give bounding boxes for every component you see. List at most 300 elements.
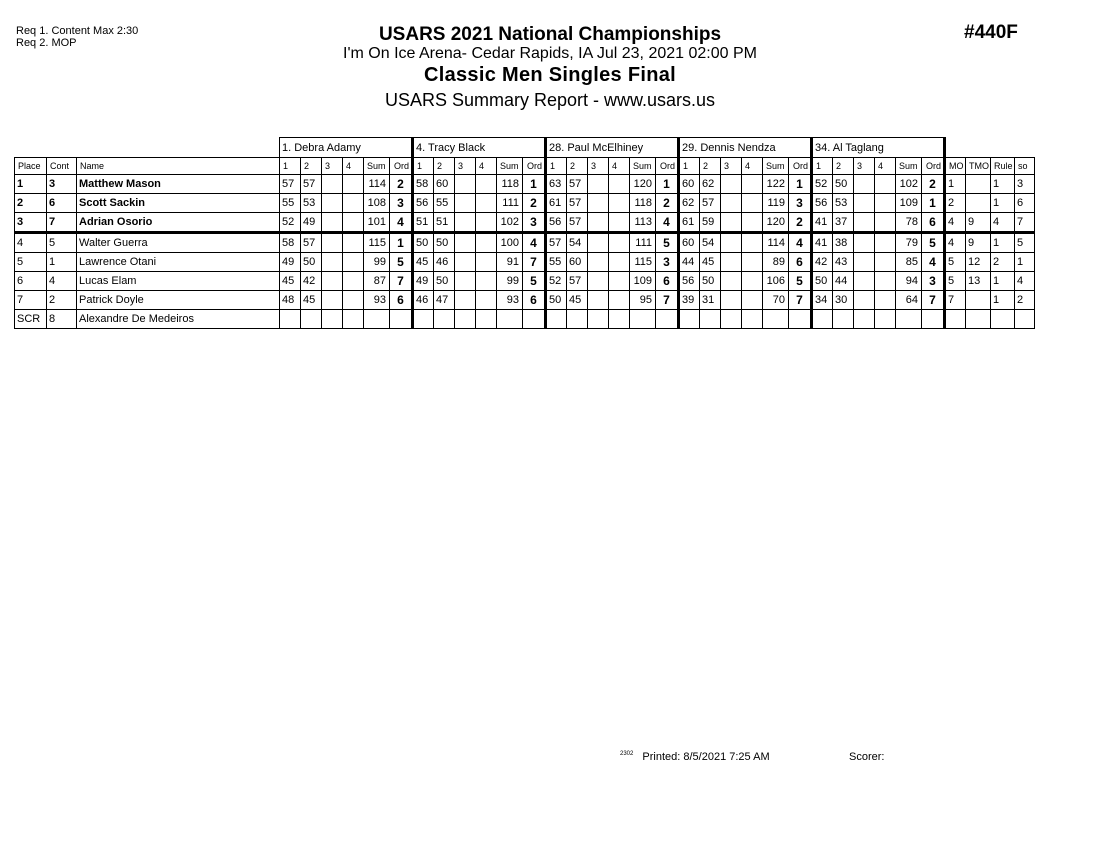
judge-score-sum: 91 (497, 253, 523, 272)
skater-name: Matthew Mason (77, 175, 280, 194)
judge-score-4 (742, 272, 763, 291)
contestant-number: 2 (47, 291, 77, 310)
judge-ordinal: 5 (656, 233, 679, 253)
col-header-judge-sum: Sum (497, 158, 523, 175)
judge-score-1: 49 (280, 253, 301, 272)
col-header-judge-3: 3 (854, 158, 875, 175)
col-header-judge-1: 1 (413, 158, 434, 175)
judge-score-2: 46 (434, 253, 455, 272)
page-title: USARS 2021 National Championships (378, 24, 722, 45)
judge-ordinal: 2 (922, 175, 945, 194)
tmo-cell: 9 (966, 233, 991, 253)
judge-score-3 (455, 213, 476, 233)
judge-ordinal: 5 (390, 253, 413, 272)
judge-name: 4. Tracy Black (413, 138, 546, 158)
judge-score-sum (896, 310, 922, 329)
col-header-judge-3: 3 (721, 158, 742, 175)
table-row (15, 253, 1035, 272)
judge-score-2: 31 (700, 291, 721, 310)
judge-score-4 (476, 233, 497, 253)
judge-score-4 (609, 253, 630, 272)
col-header-judge-sum: Sum (763, 158, 789, 175)
judge-score-sum: 102 (896, 175, 922, 194)
judge-score-3 (322, 253, 343, 272)
judge-score-1: 45 (280, 272, 301, 291)
judge-score-sum: 93 (497, 291, 523, 310)
judge-score-4 (343, 310, 364, 329)
judge-score-sum: 99 (497, 272, 523, 291)
judge-score-4 (476, 253, 497, 272)
skater-name: Lawrence Otani (77, 253, 280, 272)
judge-ordinal: 4 (523, 233, 546, 253)
judge-score-4 (875, 272, 896, 291)
judge-score-4 (742, 291, 763, 310)
judge-ordinal (922, 310, 945, 329)
judge-score-2: 57 (567, 194, 588, 213)
judge-score-sum: 122 (763, 175, 789, 194)
judge-score-4 (742, 194, 763, 213)
judge-ordinal (523, 310, 546, 329)
judge-ordinal: 2 (656, 194, 679, 213)
rule-cell: 1 (991, 291, 1015, 310)
col-header-judge-3: 3 (455, 158, 476, 175)
judge-score-2: 30 (833, 291, 854, 310)
judge-score-sum: 118 (497, 175, 523, 194)
judge-score-sum: 94 (896, 272, 922, 291)
judge-score-sum (630, 310, 656, 329)
judge-ordinal: 3 (390, 194, 413, 213)
judge-score-2: 50 (833, 175, 854, 194)
judge-score-4 (875, 194, 896, 213)
place-cell: SCR (15, 310, 47, 329)
judge-score-2: 37 (833, 213, 854, 233)
tmo-cell (966, 194, 991, 213)
col-header-rule: Rule (991, 158, 1015, 175)
judge-score-1 (413, 310, 434, 329)
judge-score-1: 61 (546, 194, 567, 213)
judge-score-3 (854, 213, 875, 233)
judge-score-4 (343, 175, 364, 194)
judge-score-4 (609, 291, 630, 310)
judge-score-3 (854, 272, 875, 291)
so-cell: 7 (1015, 213, 1035, 233)
so-cell: 4 (1015, 272, 1035, 291)
mo-cell: 7 (945, 291, 966, 310)
judge-score-2: 50 (700, 272, 721, 291)
judge-score-1: 46 (413, 291, 434, 310)
judge-score-1: 49 (413, 272, 434, 291)
so-cell: 6 (1015, 194, 1035, 213)
judge-score-sum: 101 (364, 213, 390, 233)
tmo-cell (966, 175, 991, 194)
col-header-judge-1: 1 (679, 158, 700, 175)
judge-score-2: 44 (833, 272, 854, 291)
judge-score-sum (364, 310, 390, 329)
judge-score-2: 57 (301, 175, 322, 194)
judge-score-3 (322, 175, 343, 194)
judge-ordinal: 3 (922, 272, 945, 291)
judge-score-1: 44 (679, 253, 700, 272)
judge-score-3 (322, 233, 343, 253)
judge-score-3 (721, 233, 742, 253)
judge-score-1: 55 (280, 194, 301, 213)
col-header-judge-4: 4 (742, 158, 763, 175)
judge-score-1 (546, 310, 567, 329)
judge-ordinal: 7 (922, 291, 945, 310)
judge-ordinal: 5 (789, 272, 812, 291)
table-row (15, 291, 1035, 310)
judge-score-3 (588, 253, 609, 272)
requirement-1: Req 1. Content Max 2:30 (16, 25, 139, 37)
judge-ordinal: 2 (789, 213, 812, 233)
tmo-cell (966, 310, 991, 329)
col-header-judge-4: 4 (875, 158, 896, 175)
judge-ordinal: 5 (523, 272, 546, 291)
judge-score-1 (812, 310, 833, 329)
judge-score-1: 42 (812, 253, 833, 272)
tmo-cell (966, 291, 991, 310)
judge-score-3 (854, 291, 875, 310)
judge-score-4 (476, 175, 497, 194)
judge-score-1: 34 (812, 291, 833, 310)
judge-ordinal (390, 310, 413, 329)
judge-score-sum: 79 (896, 233, 922, 253)
contestant-number: 3 (47, 175, 77, 194)
contestant-number: 5 (47, 233, 77, 253)
judge-ordinal: 6 (523, 291, 546, 310)
judge-ordinal: 7 (789, 291, 812, 310)
col-header-cont: Cont (47, 158, 77, 175)
judge-score-3 (721, 253, 742, 272)
judge-score-2: 54 (567, 233, 588, 253)
judge-ordinal: 3 (789, 194, 812, 213)
judge-ordinal: 4 (390, 213, 413, 233)
judge-score-2: 59 (700, 213, 721, 233)
judge-score-2: 57 (567, 272, 588, 291)
judge-ordinal: 6 (656, 272, 679, 291)
judge-score-3 (455, 291, 476, 310)
judge-score-1: 57 (546, 233, 567, 253)
footer-code: 2302 (620, 751, 634, 757)
judge-score-1: 41 (812, 213, 833, 233)
judge-score-3 (721, 272, 742, 291)
judge-score-sum: 85 (896, 253, 922, 272)
rule-cell: 4 (991, 213, 1015, 233)
judge-score-4 (343, 291, 364, 310)
judge-score-1: 50 (812, 272, 833, 291)
judge-score-1: 57 (280, 175, 301, 194)
results-table (14, 137, 1035, 329)
col-header-judge-1: 1 (546, 158, 567, 175)
place-cell: 3 (15, 213, 47, 233)
judge-score-3 (721, 291, 742, 310)
rule-cell: 2 (991, 253, 1015, 272)
judge-score-sum: 111 (630, 233, 656, 253)
contestant-number: 7 (47, 213, 77, 233)
judge-name: 29. Dennis Nendza (679, 138, 812, 158)
judge-score-1: 52 (812, 175, 833, 194)
col-header-place: Place (15, 158, 47, 175)
judges-spacer (15, 138, 280, 158)
col-header-judge-2: 2 (567, 158, 588, 175)
judge-score-1: 55 (546, 253, 567, 272)
judge-score-4 (476, 213, 497, 233)
mo-cell: 5 (945, 272, 966, 291)
judge-score-3 (588, 233, 609, 253)
judge-score-1: 56 (679, 272, 700, 291)
judge-score-sum: 89 (763, 253, 789, 272)
judge-score-3 (588, 175, 609, 194)
printed-timestamp: Printed: 8/5/2021 7:25 AM (642, 751, 770, 763)
col-header-judge-2: 2 (434, 158, 455, 175)
judge-score-2: 45 (567, 291, 588, 310)
judge-score-1: 58 (413, 175, 434, 194)
judge-score-sum: 115 (364, 233, 390, 253)
judge-score-3 (588, 291, 609, 310)
col-header-tmo: TMO (966, 158, 991, 175)
place-cell: 4 (15, 233, 47, 253)
judge-score-sum: 100 (497, 233, 523, 253)
judge-score-2: 62 (700, 175, 721, 194)
judge-score-2: 45 (700, 253, 721, 272)
judge-name: 34. Al Taglang (812, 138, 945, 158)
judge-ordinal: 1 (523, 175, 546, 194)
judge-score-2: 54 (700, 233, 721, 253)
judge-score-sum (763, 310, 789, 329)
judge-score-2: 45 (301, 291, 322, 310)
judge-score-3 (322, 272, 343, 291)
mo-cell (945, 310, 966, 329)
tmo-cell: 9 (966, 213, 991, 233)
place-cell: 1 (15, 175, 47, 194)
judge-score-sum: 109 (630, 272, 656, 291)
judge-score-sum: 115 (630, 253, 656, 272)
mo-cell: 4 (945, 213, 966, 233)
judge-score-3 (322, 310, 343, 329)
judge-score-4 (476, 272, 497, 291)
rule-cell: 1 (991, 233, 1015, 253)
judge-score-4 (609, 233, 630, 253)
judge-score-3 (588, 213, 609, 233)
judge-score-4 (476, 194, 497, 213)
col-header-mo: MO (945, 158, 966, 175)
judge-ordinal: 5 (922, 233, 945, 253)
col-header-name: Name (77, 158, 280, 175)
skater-name: Alexandre De Medeiros (77, 310, 280, 329)
judge-score-1: 60 (679, 175, 700, 194)
col-header-judge-3: 3 (322, 158, 343, 175)
judge-ordinal (789, 310, 812, 329)
judge-score-1: 52 (546, 272, 567, 291)
place-cell: 2 (15, 194, 47, 213)
judge-score-1 (679, 310, 700, 329)
judge-ordinal: 2 (523, 194, 546, 213)
judge-score-sum: 114 (763, 233, 789, 253)
judge-ordinal: 3 (656, 253, 679, 272)
judge-ordinal: 7 (656, 291, 679, 310)
judge-score-1: 50 (546, 291, 567, 310)
judge-ordinal: 7 (390, 272, 413, 291)
judge-score-2: 57 (301, 233, 322, 253)
judge-score-4 (343, 194, 364, 213)
judge-score-sum: 102 (497, 213, 523, 233)
judge-name: 28. Paul McElhiney (546, 138, 679, 158)
judge-score-3 (455, 272, 476, 291)
judge-score-2: 42 (301, 272, 322, 291)
judge-ordinal: 7 (523, 253, 546, 272)
judges-spacer-end (945, 138, 1035, 158)
judge-score-4 (742, 213, 763, 233)
requirement-2: Req 2. MOP (16, 37, 77, 49)
judge-score-3 (455, 253, 476, 272)
judge-score-4 (609, 272, 630, 291)
judge-score-2: 57 (567, 213, 588, 233)
judge-score-1: 41 (812, 233, 833, 253)
col-header-judge-ord: Ord (789, 158, 812, 175)
judge-score-1: 39 (679, 291, 700, 310)
rule-cell: 1 (991, 194, 1015, 213)
place-cell: 6 (15, 272, 47, 291)
so-cell: 2 (1015, 291, 1035, 310)
judge-score-2: 38 (833, 233, 854, 253)
judge-score-2: 57 (700, 194, 721, 213)
judge-score-2: 60 (434, 175, 455, 194)
judge-score-sum: 70 (763, 291, 789, 310)
judge-score-2 (301, 310, 322, 329)
judge-score-4 (875, 291, 896, 310)
judge-score-2: 43 (833, 253, 854, 272)
judge-score-3 (322, 291, 343, 310)
judge-score-3 (854, 310, 875, 329)
judge-score-3 (588, 310, 609, 329)
judge-score-3 (721, 310, 742, 329)
judge-ordinal: 4 (656, 213, 679, 233)
judge-score-3 (588, 194, 609, 213)
table-row (15, 310, 1035, 329)
venue-line: I'm On Ice Arena- Cedar Rapids, IA Jul 23, 2021 02:00 PM (343, 45, 757, 62)
judge-score-1: 60 (679, 233, 700, 253)
contestant-number: 4 (47, 272, 77, 291)
judge-score-4 (609, 213, 630, 233)
col-header-judge-ord: Ord (922, 158, 945, 175)
so-cell: 1 (1015, 253, 1035, 272)
col-header-judge-ord: Ord (390, 158, 413, 175)
judge-score-4 (343, 272, 364, 291)
judge-score-2: 50 (301, 253, 322, 272)
judge-ordinal: 2 (390, 175, 413, 194)
printed-info (620, 751, 770, 763)
judge-score-1: 63 (546, 175, 567, 194)
judge-ordinal: 1 (390, 233, 413, 253)
contestant-number: 1 (47, 253, 77, 272)
mo-cell: 5 (945, 253, 966, 272)
rule-cell: 1 (991, 272, 1015, 291)
judge-score-2 (833, 310, 854, 329)
judge-score-sum: 64 (896, 291, 922, 310)
judge-score-3 (322, 194, 343, 213)
judge-score-3 (455, 310, 476, 329)
judge-score-2: 53 (301, 194, 322, 213)
judge-score-1: 61 (679, 213, 700, 233)
place-cell: 7 (15, 291, 47, 310)
contestant-number: 6 (47, 194, 77, 213)
judge-score-2: 57 (567, 175, 588, 194)
table-row (15, 194, 1035, 213)
judge-score-4 (609, 310, 630, 329)
judge-score-4 (875, 253, 896, 272)
judge-ordinal: 1 (789, 175, 812, 194)
judge-score-3 (455, 233, 476, 253)
judge-score-sum: 108 (364, 194, 390, 213)
col-header-judge-1: 1 (280, 158, 301, 175)
table-row (15, 213, 1035, 233)
judge-score-2: 47 (434, 291, 455, 310)
judge-score-1: 52 (280, 213, 301, 233)
judge-score-4 (609, 175, 630, 194)
judge-ordinal (656, 310, 679, 329)
col-header-so: so (1015, 158, 1035, 175)
col-header-judge-sum: Sum (364, 158, 390, 175)
judge-score-3 (854, 233, 875, 253)
judge-score-4 (343, 213, 364, 233)
judge-score-2 (567, 310, 588, 329)
judge-score-2: 49 (301, 213, 322, 233)
judge-score-sum: 99 (364, 253, 390, 272)
judge-score-4 (742, 310, 763, 329)
judge-score-sum (497, 310, 523, 329)
judge-score-4 (742, 175, 763, 194)
skater-name: Walter Guerra (77, 233, 280, 253)
event-name: Classic Men Singles Final (423, 64, 677, 86)
judge-score-sum: 114 (364, 175, 390, 194)
place-cell: 5 (15, 253, 47, 272)
judge-score-1: 51 (413, 213, 434, 233)
skater-name: Patrick Doyle (77, 291, 280, 310)
judge-score-sum: 87 (364, 272, 390, 291)
judge-score-4 (476, 310, 497, 329)
skater-name: Lucas Elam (77, 272, 280, 291)
skater-name: Scott Sackin (77, 194, 280, 213)
judge-score-3 (721, 175, 742, 194)
col-header-judge-2: 2 (301, 158, 322, 175)
rule-cell: 1 (991, 175, 1015, 194)
judge-score-1 (280, 310, 301, 329)
col-header-judge-ord: Ord (523, 158, 546, 175)
scorer-label: Scorer: (849, 751, 885, 763)
judge-ordinal: 1 (922, 194, 945, 213)
judge-score-1: 48 (280, 291, 301, 310)
judge-score-sum: 78 (896, 213, 922, 233)
judge-score-1: 45 (413, 253, 434, 272)
judge-ordinal: 4 (922, 253, 945, 272)
table-row (15, 233, 1035, 253)
judge-score-1: 56 (812, 194, 833, 213)
event-number: #440F (964, 22, 1018, 43)
judge-score-3 (721, 213, 742, 233)
col-header-judge-sum: Sum (630, 158, 656, 175)
judge-score-3 (588, 272, 609, 291)
col-header-judge-1: 1 (812, 158, 833, 175)
judge-score-3 (854, 175, 875, 194)
mo-cell: 4 (945, 233, 966, 253)
judge-score-3 (721, 194, 742, 213)
col-header-judge-3: 3 (588, 158, 609, 175)
judge-score-4 (609, 194, 630, 213)
judge-score-4 (742, 253, 763, 272)
so-cell: 5 (1015, 233, 1035, 253)
judge-score-4 (476, 291, 497, 310)
so-cell: 3 (1015, 175, 1035, 194)
